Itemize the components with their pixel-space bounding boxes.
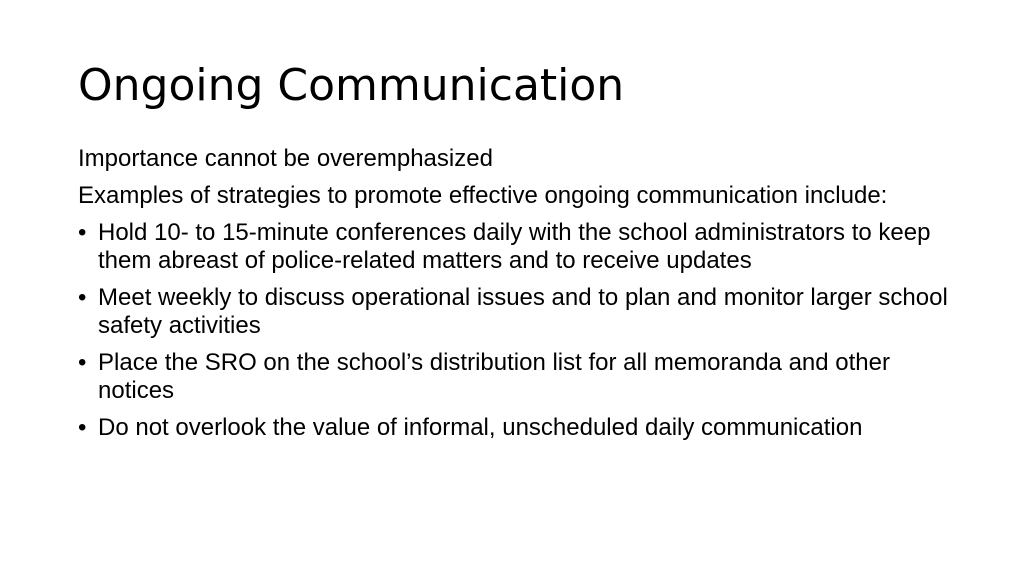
bullet-text: Meet weekly to discuss operational issues and to plan and monitor larger school safety activities — [98, 284, 948, 339]
bullet-icon: • — [78, 219, 87, 246]
body-paragraph: Importance cannot be overemphasized — [78, 145, 493, 172]
body-paragraph: Examples of strategies to promote effective ongoing communication include: — [78, 182, 888, 209]
bullet-text: Place the SRO on the school’s distribution list for all memoranda and other notices — [98, 349, 890, 404]
bullet-icon: • — [78, 414, 87, 441]
bullet-text: Hold 10- to 15-minute conferences daily with the school administrators to keep them abreast of police-related matters and to receive updates — [98, 219, 931, 274]
bullet-item — [78, 414, 958, 442]
bullet-item — [78, 219, 958, 275]
bullet-item — [78, 349, 958, 405]
slide-body — [78, 145, 958, 451]
bullet-list — [78, 219, 958, 442]
bullet-item — [78, 284, 958, 340]
bullet-text: Do not overlook the value of informal, unscheduled daily communication — [98, 414, 863, 441]
bullet-icon: • — [78, 284, 87, 311]
bullet-icon: • — [78, 349, 87, 376]
slide-title: Ongoing Communication — [78, 60, 625, 111]
